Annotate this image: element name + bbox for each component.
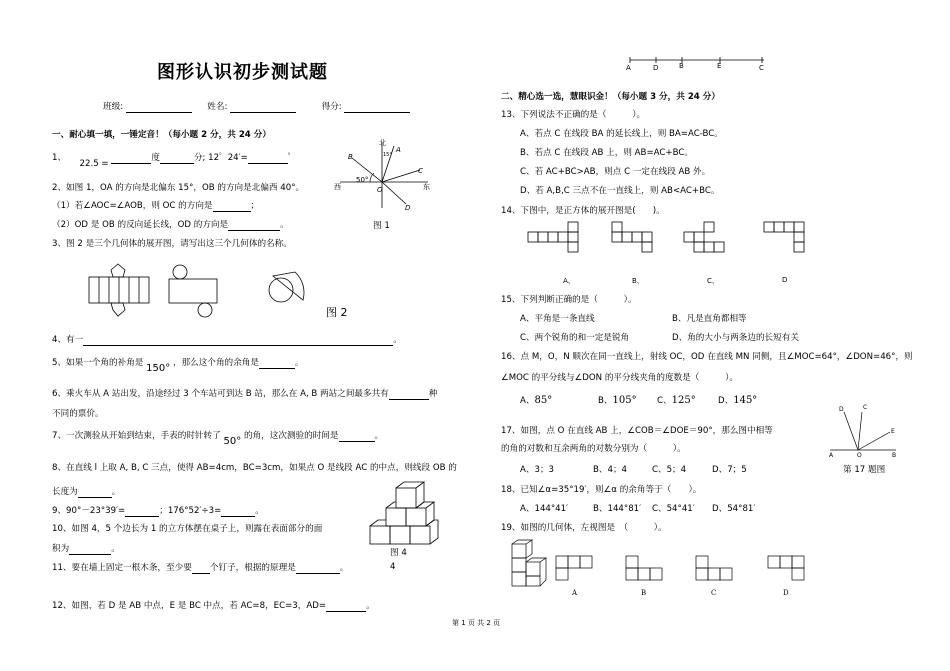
q13-option-a[interactable]: A、若点 C 在线段 BA 的延长线上，则 BA=AC-BC。 (520, 129, 723, 139)
question-13: 13、下列说法不正确的是（ ）。 (501, 110, 646, 120)
fig1-angle15: 15° (383, 152, 392, 158)
question-2-line2: （1）若∠AOC=∠AOB，则 OC 的方向是 ； (52, 201, 260, 211)
q9-blank-2[interactable] (221, 506, 255, 517)
seg-label-e: E (717, 62, 722, 70)
fig4-number: 4 (390, 562, 396, 572)
question-12: 12、如图，若 D 是 AB 中点，E 是 BC 中点，若 AC=8，EC=3，AD= 。 (52, 601, 375, 611)
q13-option-c[interactable]: C、若 AC+BC>AB，则点 C 一定在线段 AB 外。 (520, 167, 711, 177)
seg-label-d: D (653, 64, 659, 72)
q19-label-c[interactable]: C (711, 589, 717, 597)
segment-figure (628, 55, 768, 65)
q5-blank[interactable] (259, 358, 295, 369)
question-14: 14、下图中，是正方体的展开图是( )。 (501, 206, 665, 216)
question-5: 5、如果一个角的补角是 150° ，那么这个角的余角是 。 (52, 358, 304, 374)
q1-blank-deg[interactable] (111, 153, 151, 164)
q13-option-b[interactable]: B、若点 C 在线段 AB 上，则 AB=AC+BC。 (520, 148, 693, 158)
q17-figure (830, 408, 900, 458)
q18-option-d[interactable]: D、54°81′ (712, 504, 756, 514)
q2-blank-1[interactable] (213, 201, 251, 212)
q16-option-b[interactable]: B、105° (598, 395, 637, 406)
fig4-caption: 图 4 (390, 548, 407, 558)
score-blank[interactable] (344, 102, 410, 113)
fig1-east: 东 (423, 183, 430, 191)
q5-value: 150° (146, 363, 171, 374)
fig2-caption: 图 2 (326, 306, 348, 319)
q16-option-c[interactable]: C、125° (657, 395, 696, 406)
question-10-line1: 10、如图 4，5 个边长为 1 的立方体摆在桌子上，则露在表面部分的面 (52, 524, 323, 534)
class-label: 班级: (103, 102, 124, 112)
question-18: 18、已知∠α=35°19′，则∠α 的余角等于（ ）。 (501, 485, 702, 495)
q17-pt-b: B (892, 452, 897, 459)
score-label: 得分: (321, 102, 342, 112)
question-1: 1、 22.5 = 度 分; 12゜24′= ゜ (52, 153, 297, 169)
question-15: 15、下列判断正确的是（ ）。 (501, 295, 637, 305)
q4-blank[interactable] (83, 335, 393, 346)
q6-blank[interactable] (389, 389, 429, 400)
q2-blank-2[interactable] (228, 220, 280, 231)
question-8-line1: 8、在直线 l 上取 A, B, C 三点，使得 AB=4cm，BC=3cm，如果点 O 是线段 AC 的中点，则线段 OB 的 (52, 463, 457, 473)
q15-option-d[interactable]: D、角的大小与两条边的长短有关 (672, 333, 799, 343)
section1-title: 一、耐心填一填，一锤定音！（每小题 2 分，共 24 分） (52, 130, 271, 140)
question-4: 4、有一 。 (52, 335, 402, 345)
q17-option-a[interactable]: A、3；3 (520, 465, 555, 475)
q19-figures (506, 540, 826, 590)
question-2-line1: 2、如图 1，OA 的方向是北偏东 15°，OB 的方向是北偏西 40°。 (52, 183, 305, 193)
header-fields (103, 101, 410, 113)
fig1-north: 北 (379, 139, 386, 147)
q14-label-c[interactable]: C、 (707, 277, 719, 285)
q1-blank-deg2[interactable] (248, 153, 288, 164)
q10-blank[interactable] (69, 544, 111, 555)
question-6-line2: 不同的票价。 (52, 409, 104, 419)
q17-pt-c: C (863, 404, 868, 411)
question-16-line2: ∠MOC 的平分线与∠DON 的平分线夹角的度数是（ ）。 (501, 373, 739, 383)
name-blank[interactable] (230, 102, 296, 113)
q19-label-b[interactable]: B (641, 589, 647, 597)
q17-pt-o: O (857, 452, 862, 459)
q7-blank[interactable] (339, 431, 375, 442)
name-label: 姓名: (207, 102, 228, 112)
q16-option-d[interactable]: D、145° (718, 395, 758, 406)
q14-label-b[interactable]: B、 (632, 277, 644, 285)
question-9: 9、90°－23°39′= ；176°52′÷3= 。 (52, 506, 264, 516)
q1-expr: 22.5 = (79, 159, 109, 169)
q14-label-a[interactable]: A、 (563, 277, 575, 285)
figure-4-cubes (366, 480, 446, 548)
q15-option-a[interactable]: A、平角是一条直线 (520, 314, 595, 324)
question-11: 11、要在墙上固定一根木条，至少要 个钉子，根据的原理是 。 (52, 563, 349, 573)
question-17-line2: 的角的对数和互余两角的对数分别为（ ）。 (501, 444, 686, 454)
fig1-label-o: O (377, 186, 383, 194)
fig1-angle50: 50° (356, 176, 369, 184)
seg-label-a: A (626, 64, 631, 72)
q19-label-a[interactable]: A (572, 589, 578, 597)
seg-label-c: C (759, 64, 764, 72)
q14-nets (528, 222, 828, 252)
question-19: 19、如图的几何体，左视图是 （ ）。 (501, 523, 667, 533)
question-6-line1: 6、乘火车从 A 站出发，沿途经过 3 个车站可到达 B 站，那么在 A, B 两站之间最多共有 种 (52, 389, 438, 399)
class-blank[interactable] (126, 102, 192, 113)
q16-option-a[interactable]: A、85° (520, 395, 553, 406)
question-7: 7、一次测验从开始到结束，手表的时针转了 50° 的角，这次测验的时间是 。 (52, 431, 384, 447)
q17-option-c[interactable]: C、5；4 (652, 465, 687, 475)
fig1-caption: 图 1 (373, 221, 390, 231)
q18-option-c[interactable]: C、54°41′ (652, 504, 695, 514)
q15-option-c[interactable]: C、两个锐角的和一定是锐角 (520, 333, 630, 343)
q9-blank-1[interactable] (125, 506, 159, 517)
q18-option-a[interactable]: A、144°41′ (520, 504, 569, 514)
q17-pt-d: D (839, 406, 844, 413)
q15-option-b[interactable]: B、凡是直角都相等 (672, 314, 747, 324)
question-17-line1: 17、如图，点 O 在直线 AB 上，∠COB＝∠DOE＝90°，那么图中相等 (501, 426, 773, 436)
question-16-line1: 16、点 M，O，N 顺次在同一直线上，射线 OC，OD 在直线 MN 同侧，且∠MOC=64°，∠DON=46°，则 (501, 352, 913, 362)
q14-label-d[interactable]: D (782, 276, 788, 284)
q11-blank-2[interactable] (296, 563, 340, 574)
q17-pt-e: E (891, 428, 895, 435)
q7-value: 50° (223, 436, 242, 447)
fig1-west: 西 (334, 183, 341, 191)
fig1-label-a: A (396, 146, 401, 154)
seg-label-b: B (679, 62, 684, 70)
q17-option-b[interactable]: B、4；4 (593, 465, 628, 475)
q13-option-d[interactable]: D、若 A,B,C 三点不在一直线上，则 AB<AC+BC。 (520, 186, 720, 196)
q11-blank-1[interactable] (192, 563, 210, 574)
question-3: 3、图 2 是三个几何体的展开图，请写出这三个几何体的名称。 (52, 239, 292, 249)
fig1-label-b: B (348, 153, 353, 161)
q8-blank[interactable] (78, 487, 112, 498)
fig1-label-c: C (418, 167, 423, 175)
q12-blank[interactable] (326, 601, 366, 612)
section2-title: 二、精心选一选，慧眼识金！（每小题 3 分，共 24 分） (501, 92, 720, 102)
q17-pt-a: A (829, 452, 834, 459)
q19-label-d[interactable]: D (783, 589, 789, 597)
q1-blank-min[interactable] (160, 153, 194, 164)
page-footer: 第 1 页 共 2 页 (452, 619, 501, 627)
question-2-line3: （2）OD 是 OB 的反向延长线，OD 的方向是 。 (52, 220, 289, 230)
page-title: 图形认识初步测试题 (157, 62, 328, 83)
question-10-line2: 积为 。 (52, 544, 120, 554)
figure-2-nets (85, 262, 325, 322)
q17-option-d[interactable]: D、7；5 (712, 465, 747, 475)
q17-caption: 第 17 题图 (843, 465, 886, 475)
question-8-line2: 长度为 。 (52, 487, 121, 497)
q18-option-b[interactable]: B、144°81′ (593, 504, 642, 514)
fig1-label-d: D (405, 204, 411, 212)
